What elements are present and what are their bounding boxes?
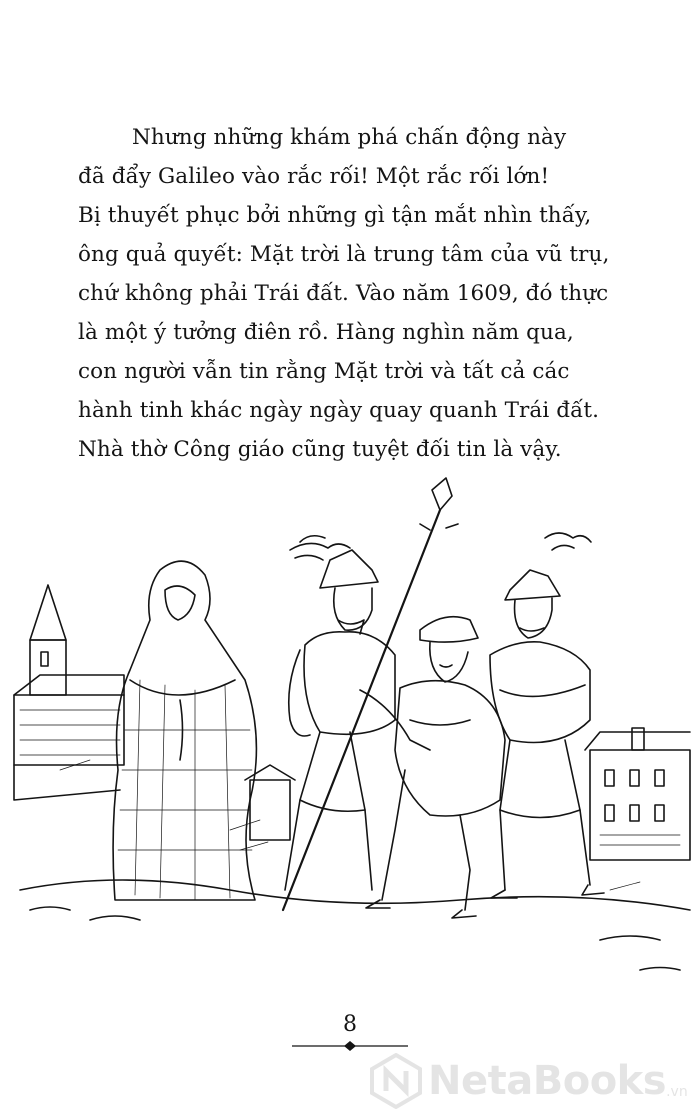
netabooks-watermark	[368, 1050, 698, 1112]
body-paragraph	[78, 118, 638, 469]
text-line: Nhà thờ Công giáo cũng tuyệt đối tin là vậy.	[78, 437, 562, 462]
page-number: 8	[343, 1012, 357, 1037]
text-line: hành tinh khác ngày ngày quay quanh Trái đất.	[78, 398, 600, 423]
left-tower	[14, 585, 124, 800]
watermark-brand: NetaBooks	[428, 1058, 667, 1104]
right-buildings	[245, 728, 690, 860]
text-line: ông quả quyết: Mặt trời là trung tâm của vũ trụ,	[78, 242, 610, 267]
text-line: Bị thuyết phục bởi những gì tận mắt nhìn thấy,	[78, 203, 592, 228]
text-line: chứ không phải Trái đất. Vào năm 1609, đó thực	[78, 281, 609, 306]
galileo-arrest-illustration	[0, 470, 700, 1015]
watermark-domain: .vn	[666, 1084, 688, 1100]
guard-right	[490, 533, 604, 898]
hooded-figure	[113, 561, 256, 900]
netabooks-logo-icon	[368, 1053, 424, 1109]
galileo-figure	[360, 617, 505, 918]
text-line: con người vẫn tin rằng Mặt trời và tất cả các	[78, 359, 570, 384]
guard-middle	[285, 536, 395, 890]
text-line: Nhưng những khám phá chấn động này	[132, 125, 567, 150]
pike-weapon	[283, 510, 440, 910]
text-line: là một ý tưởng điên rồ. Hàng nghìn năm qua,	[78, 320, 574, 345]
text-line: đã đẩy Galileo vào rắc rối! Một rắc rối lớn!	[78, 164, 550, 189]
